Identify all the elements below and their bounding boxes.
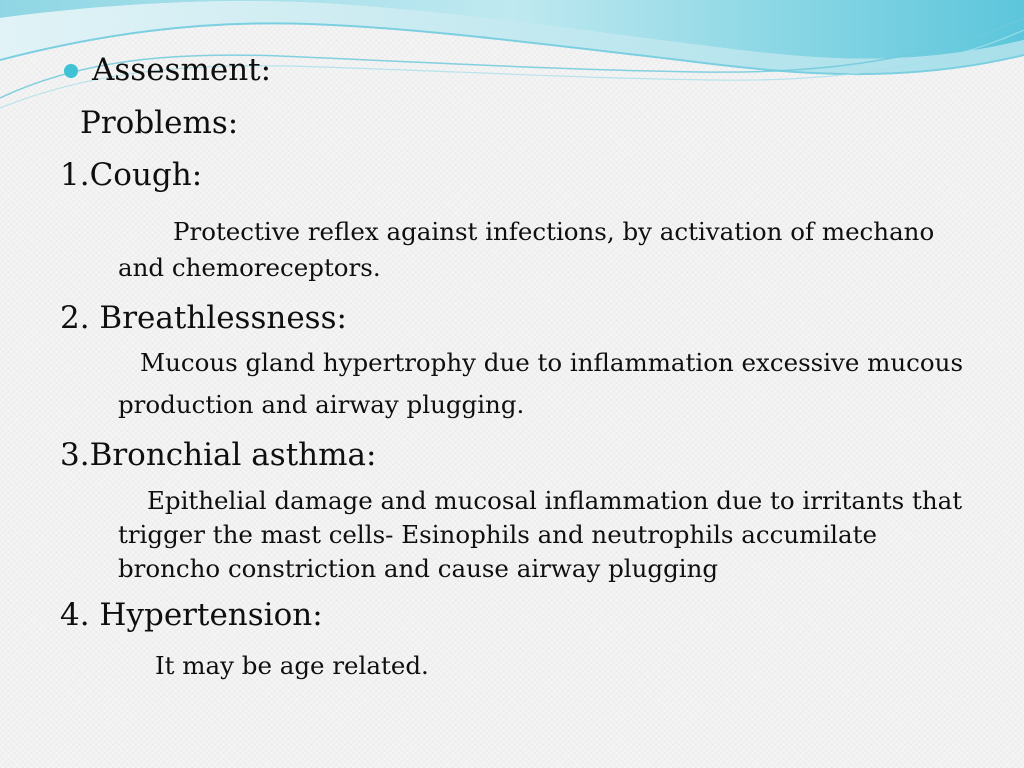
item-text-breathlessness-1: Mucous gland hypertrophy due to inflammation excessive mucous xyxy=(140,348,964,377)
item-text-cough-2: and chemoreceptors. xyxy=(118,253,381,282)
item-title-breathlessness: 2. Breathlessness: xyxy=(60,300,347,336)
item-text-asthma-1: Epithelial damage and mucosal inflammation due to irritants that xyxy=(147,486,963,515)
item-text-asthma-3: broncho constriction and cause airway plugging xyxy=(118,554,719,583)
item-text-breathlessness-2: production and airway plugging. xyxy=(118,390,525,419)
slide-heading: Assesment: xyxy=(92,52,272,88)
bullet-dot-icon xyxy=(64,64,78,78)
item-text-hypertension-1: It may be age related. xyxy=(155,651,429,680)
item-text-cough-1: Protective reflex against infections, by activation of mechano xyxy=(173,217,935,246)
item-text-asthma-2: trigger the mast cells- Esinophils and neutrophils accumilate xyxy=(118,520,877,549)
item-title-hypertension: 4. Hypertension: xyxy=(60,597,323,633)
slide-subheading: Problems: xyxy=(80,105,239,141)
item-title-cough: 1.Cough: xyxy=(60,157,203,193)
item-title-asthma: 3.Bronchial asthma: xyxy=(60,437,377,473)
